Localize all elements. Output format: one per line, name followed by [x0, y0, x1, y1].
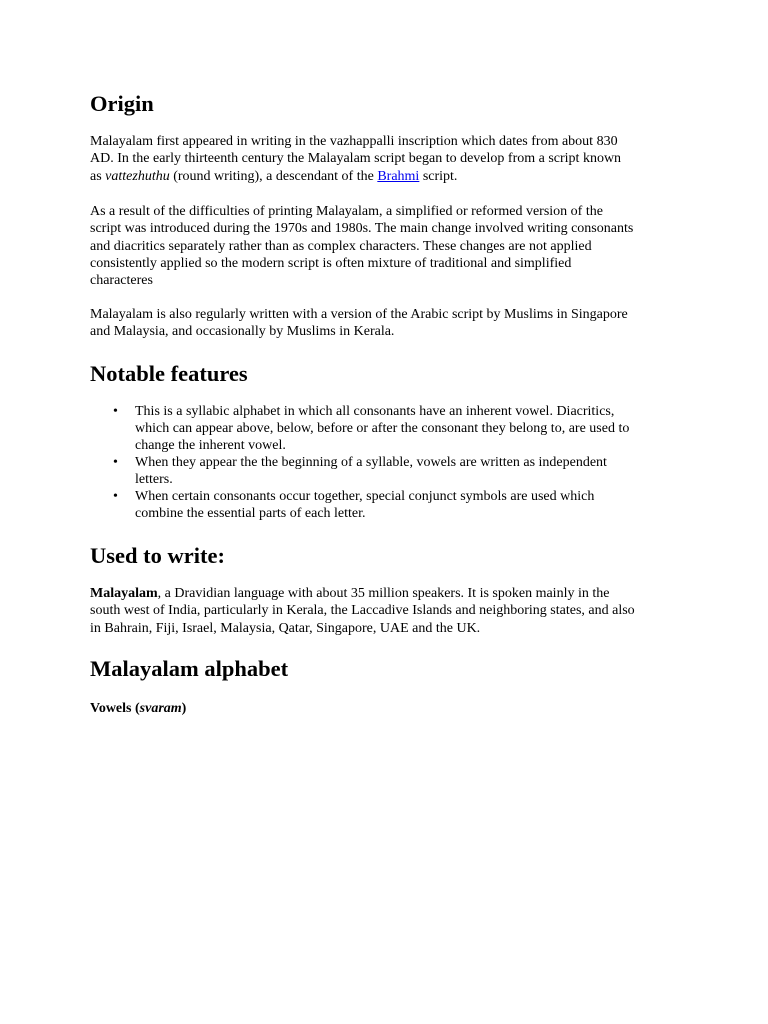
text-line: and diacritics separately rather than as complex characters. These changes are not applied — [90, 238, 592, 254]
text-line: combine the essential parts of each letter. — [135, 506, 366, 521]
list-item — [90, 488, 690, 522]
text-span: ) — [181, 701, 187, 716]
text-line: and Malaysia, and occasionally by Muslims in Kerala. — [90, 324, 395, 340]
text-line: change the inherent vowel. — [135, 438, 286, 453]
bullet-icon: • — [113, 489, 118, 504]
text-line: letters. — [135, 472, 173, 487]
text-line: script was introduced during the 1970s and 1980s. The main change involved writing consonants — [90, 221, 634, 237]
text-line: Malayalam first appeared in writing in the vazhappalli inscription which dates from about 830 — [90, 134, 618, 149]
text-span: script. — [419, 168, 458, 184]
heading-notable-features: Notable features — [90, 361, 248, 386]
features-list — [90, 403, 690, 522]
text-span: as — [90, 168, 106, 184]
text-span: (round writing), a descendant of the — [169, 168, 378, 184]
origin-paragraph-2 — [90, 203, 690, 289]
text-line — [90, 168, 690, 185]
text-line: Malayalam is also regularly written with a version of the Arabic script by Muslims in Singapore — [90, 307, 628, 322]
bullet-icon: • — [113, 455, 118, 470]
text-line: When certain consonants occur together, special conjunct symbols are used which — [135, 489, 595, 504]
text-span: , a Dravidian language with about 35 million speakers. It is spoken mainly in the — [157, 586, 610, 601]
text-line: consistently applied so the modern script is often mixture of traditional and simplified — [90, 255, 572, 271]
text-line: AD. In the early thirteenth century the Malayalam script began to develop from a script known — [90, 151, 622, 167]
used-to-write-paragraph — [90, 585, 690, 637]
heading-used-to-write: Used to write: — [90, 543, 225, 568]
brahmi-link[interactable]: Brahmi — [377, 168, 420, 184]
text-line: in Bahrain, Fiji, Israel, Malaysia, Qatar, Singapore, UAE and the UK. — [90, 620, 481, 636]
text-line: As a result of the difficulties of printing Malayalam, a simplified or reformed version of the — [90, 204, 603, 219]
italic-term-vattezhuthu: vattezhuthu — [105, 168, 170, 184]
list-item — [90, 403, 690, 454]
origin-paragraph-3 — [90, 306, 690, 341]
text-line: which can appear above, below, before or after the consonant they belong to, are used to — [135, 421, 630, 436]
origin-paragraph-1 — [90, 133, 690, 185]
heading-malayalam-alphabet: Malayalam alphabet — [90, 656, 289, 681]
text-line: south west of India, particularly in Kerala, the Laccadive Islands and neighboring states, and also — [90, 603, 635, 619]
heading-origin: Origin — [90, 91, 154, 116]
italic-term-svaram: svaram — [139, 701, 182, 716]
list-item — [90, 454, 690, 488]
text-line: When they appear the the beginning of a syllable, vowels are written as independent — [135, 455, 607, 470]
vowels-subheading — [90, 700, 186, 717]
bullet-icon: • — [113, 404, 118, 419]
text-span: Vowels ( — [90, 701, 140, 716]
text-line — [90, 585, 690, 602]
bold-term-malayalam: Malayalam — [90, 586, 158, 601]
text-line: This is a syllabic alphabet in which all consonants have an inherent vowel. Diacritics, — [135, 404, 615, 419]
text-line: characteres — [90, 273, 153, 289]
